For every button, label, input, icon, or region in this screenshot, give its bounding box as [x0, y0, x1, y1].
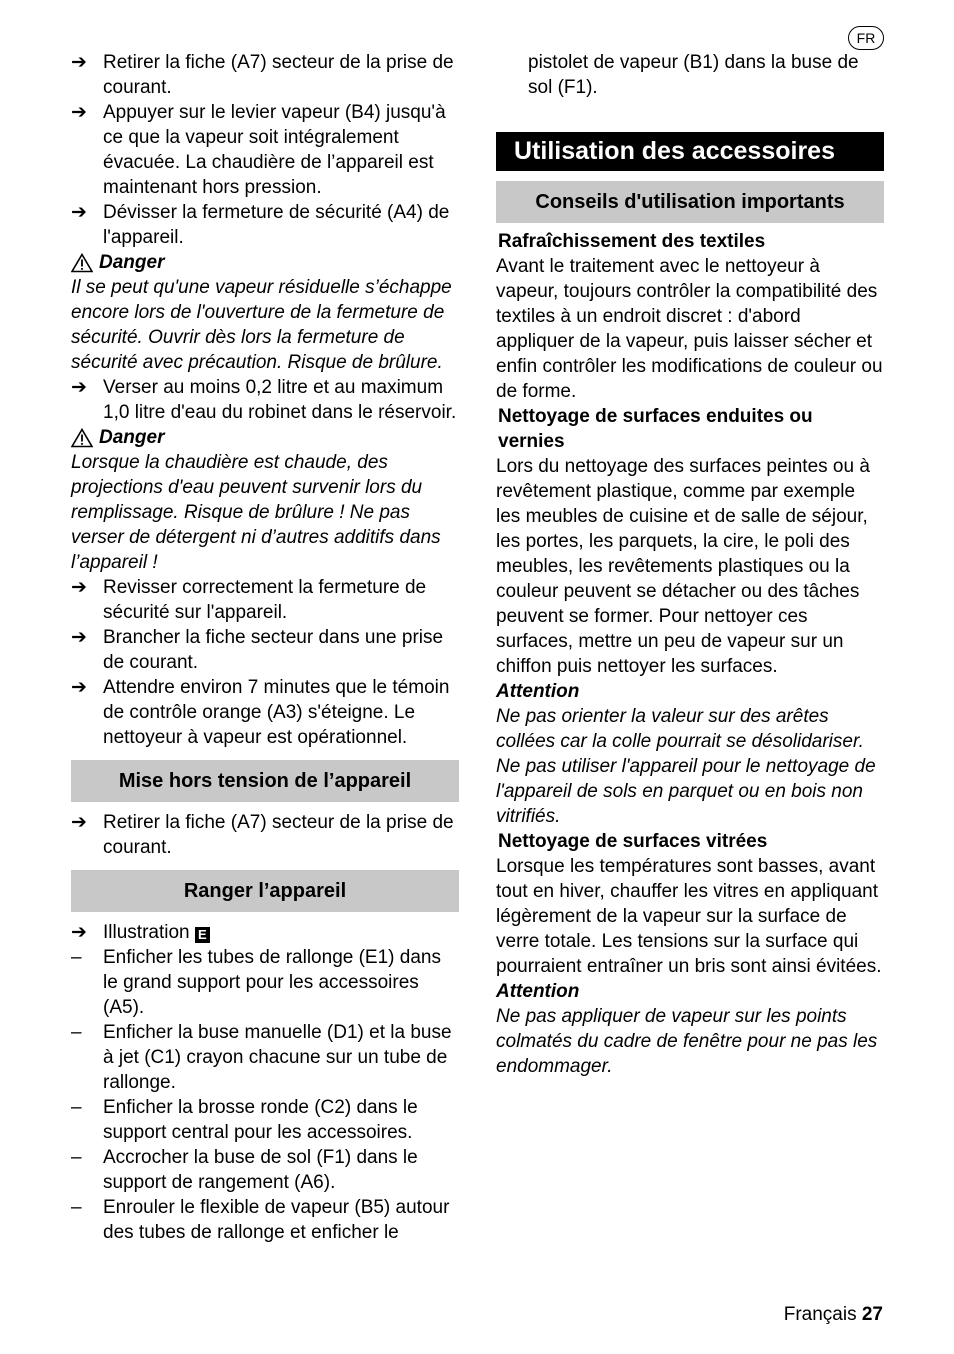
dash-bullet: – [71, 1022, 82, 1043]
arrow-icon: ➔ [71, 377, 87, 398]
step-text: Attendre environ 7 minutes que le témoin de contrôle orange (A3) s'éteigne. Le nettoyeur à vapeur est opérationnel. [103, 677, 450, 748]
attention-label: Attention [496, 981, 580, 1002]
dash-bullet: – [71, 1197, 82, 1218]
paragraph-textiles: Avant le traitement avec le nettoyeur à vapeur, toujours contrôler la compatibilité des textiles à un endroit discret : d'abord appliquer de la vapeur, puis laisser sécher et enfin contrôler les modifications de couleur ou de forme. [496, 256, 883, 402]
attention-text: Ne pas appliquer de vapeur sur les points colmatés du cadre de fenêtre pour ne pas les endommager. [496, 1006, 878, 1077]
dash-bullet: – [71, 1147, 82, 1168]
illustration-box-e: E [195, 927, 210, 943]
continued-text: pistolet de vapeur (B1) dans la buse de sol (F1). [528, 52, 859, 98]
step-item [71, 575, 459, 625]
illustration-label: Illustration [103, 922, 190, 943]
step-item [71, 625, 459, 675]
subheading-coated-surfaces: Nettoyage de surfaces enduites ou vernies [498, 406, 813, 452]
dash-bullet: – [71, 1097, 82, 1118]
dash-text: Enficher la brosse ronde (C2) dans le support central pour les accessoires. [103, 1097, 418, 1143]
step-item [71, 375, 459, 425]
language-badge: FR [848, 26, 884, 50]
footer-language: Français [783, 1304, 857, 1325]
arrow-icon: ➔ [71, 577, 87, 598]
section-heading-power-off: Mise hors tension de l’appareil [71, 760, 459, 802]
dash-text: Enficher les tubes de rallonge (E1) dans le grand support pour les accessoires (A5). [103, 947, 441, 1018]
step-item [71, 920, 459, 945]
danger-label: Danger [99, 252, 165, 273]
subheading-glass-surfaces: Nettoyage de surfaces vitrées [498, 831, 768, 852]
step-item [71, 810, 459, 860]
warning-triangle-icon [71, 428, 93, 448]
step-item [71, 100, 459, 200]
subheading-textiles: Rafraîchissement des textiles [498, 231, 766, 252]
left-column [71, 50, 459, 1245]
step-text: Verser au moins 0,2 litre et au maximum 1,0 litre d'eau du robinet dans le réservoir. [103, 377, 457, 423]
arrow-icon: ➔ [71, 677, 87, 698]
step-text: Dévisser la fermeture de sécurité (A4) de l'appareil. [103, 202, 450, 248]
arrow-icon: ➔ [71, 922, 87, 943]
dash-item [71, 1145, 459, 1195]
danger-heading [71, 425, 459, 450]
arrow-icon: ➔ [71, 102, 87, 123]
arrow-icon: ➔ [71, 202, 87, 223]
danger-text: Il se peut qu'une vapeur résiduelle s’échappe encore lors de l'ouverture de la fermeture de sécurité. Ouvrir dès lors la fermeture de sécurité avec précaution. Risque de brûlure. [71, 277, 452, 373]
arrow-icon: ➔ [71, 812, 87, 833]
paragraph-coated-surfaces: Lors du nettoyage des surfaces peintes ou à revêtement plastique, comme par exemple les meubles de cuisine et de salle de séjour, les portes, les parquets, la cire, le poli des meubles, les revêtements plastiques ou la couleur peuvent se détacher ou des tâches peuvent se former. Pour nettoyer ces surfaces, mettre un peu de vapeur sur un chiffon puis nettoyer les surfaces. [496, 456, 870, 677]
page-footer [784, 1302, 883, 1327]
dash-item [71, 1020, 459, 1095]
step-text: Brancher la fiche secteur dans une prise de courant. [103, 627, 444, 673]
step-item [71, 675, 459, 750]
step-item [71, 200, 459, 250]
step-item [71, 50, 459, 100]
section-heading-tips: Conseils d'utilisation importants [496, 181, 884, 223]
attention-label: Attention [496, 681, 580, 702]
danger-text: Lorsque la chaudière est chaude, des projections d'eau peuvent survenir lors du remplissage. Risque de brûlure ! Ne pas verser de détergent ni d’autres additifs dans l’appareil ! [71, 452, 441, 573]
step-text: Appuyer sur le levier vapeur (B4) jusqu'à ce que la vapeur soit intégralement évacuée. La chaudière de l’appareil est maintenant hors pression. [103, 102, 446, 198]
step-text: Retirer la fiche (A7) secteur de la prise de courant. [103, 812, 454, 858]
dash-item [71, 945, 459, 1020]
section-heading-storage: Ranger l’appareil [71, 870, 459, 912]
dash-text: Enrouler le flexible de vapeur (B5) autour des tubes de rallonge et enficher le [103, 1197, 450, 1243]
danger-heading [71, 250, 459, 275]
dash-text: Accrocher la buse de sol (F1) dans le support de rangement (A6). [103, 1147, 418, 1193]
step-text: Retirer la fiche (A7) secteur de la prise de courant. [103, 52, 454, 98]
dash-bullet: – [71, 947, 82, 968]
arrow-icon: ➔ [71, 627, 87, 648]
dash-item [71, 1195, 459, 1245]
step-text: Revisser correctement la fermeture de sécurité sur l'appareil. [103, 577, 427, 623]
right-column [496, 50, 884, 1079]
attention-text: Ne pas orienter la valeur sur des arêtes collées car la colle pourrait se désolidariser. Ne pas utiliser l'appareil pour le nettoyage de l'appareil de sols en parquet ou en bois non vitrifiés. [496, 706, 876, 827]
chapter-heading: Utilisation des accessoires [496, 132, 884, 171]
step-text [103, 920, 459, 945]
paragraph-glass-surfaces: Lorsque les températures sont basses, avant tout en hiver, chauffer les vitres en appliquant légèrement de la vapeur sur la surface de verre totale. Les tensions sur la surface qui pourraient entraîner un bris sont ainsi évitées. [496, 856, 882, 977]
dash-item [71, 1095, 459, 1145]
warning-triangle-icon [71, 253, 93, 273]
dash-text: Enficher la buse manuelle (D1) et la buse à jet (C1) crayon chacune sur un tube de rallonge. [103, 1022, 452, 1093]
danger-label: Danger [99, 427, 165, 448]
arrow-icon: ➔ [71, 52, 87, 73]
page-number: 27 [861, 1304, 883, 1325]
